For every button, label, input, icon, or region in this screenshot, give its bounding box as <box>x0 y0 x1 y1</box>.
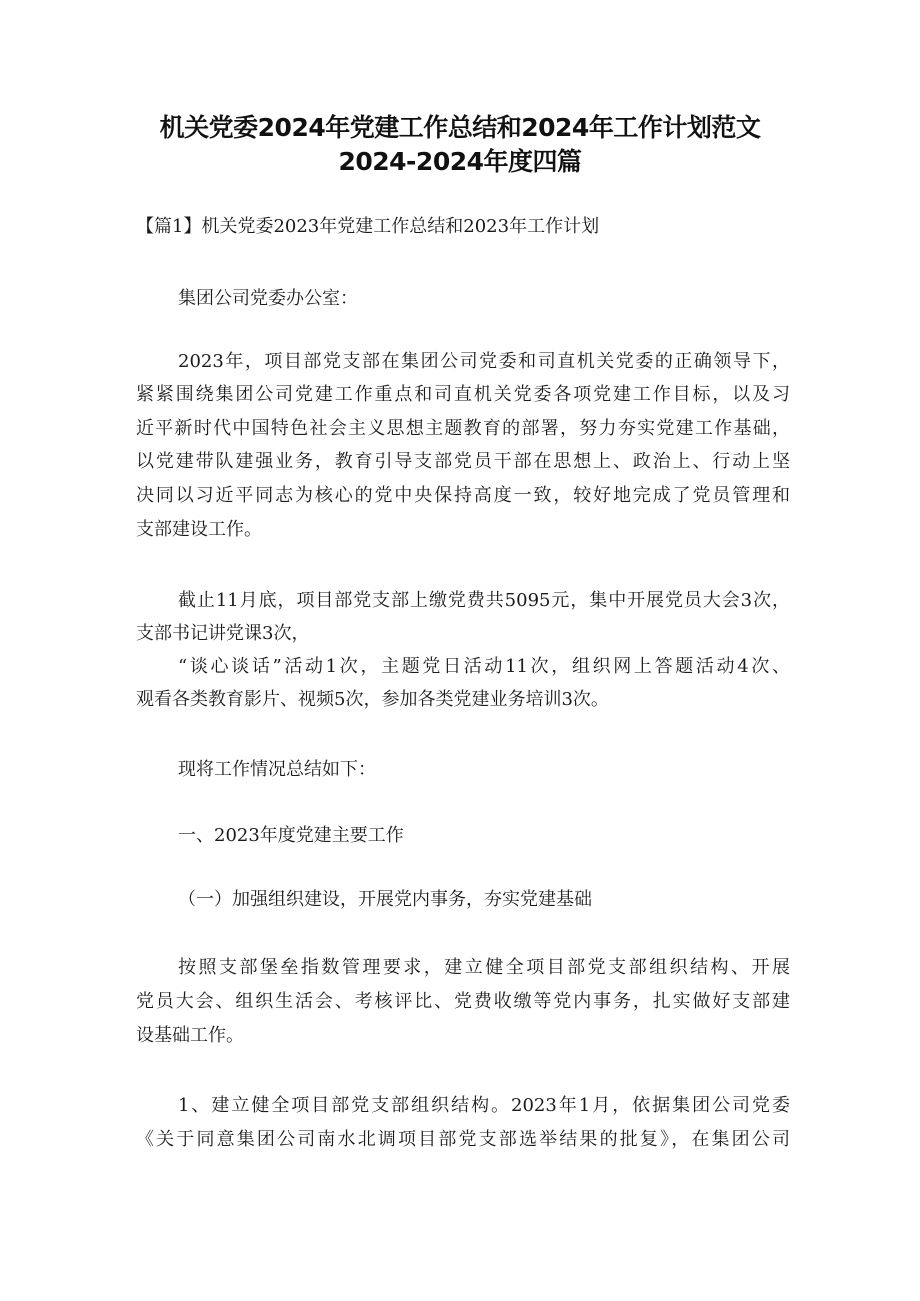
para4-line: 按照支部堡垒指数管理要求，建立健全项目部党支部组织结构、开展 <box>178 957 790 978</box>
para1-line: 决同以习近平同志为核心的党中央保持高度一致，较好地完成了党员管理和 <box>136 485 790 506</box>
para5-line: 《关于同意集团公司南水北调项目部党支部选举结果的批复》，在集团公司 <box>136 1129 790 1150</box>
para1-line: 紧紧围绕集团公司党建工作重点和司直机关党委各项党建工作目标，以及习 <box>136 384 790 405</box>
para1-line: 近平新时代中国特色社会主义思想主题教育的部署，努力夯实党建工作基础， <box>136 418 790 439</box>
para2-line: 观看各类教育影片、视频5次，参加各类党建业务培训3次。 <box>136 689 609 710</box>
section-heading: 【篇1】机关党委2023年党建工作总结和2023年工作计划 <box>136 216 600 237</box>
para1-line: 支部建设工作。 <box>136 519 262 540</box>
para5-line: 1、建立健全项目部党支部组织结构。2023年1月，依据集团公司党委 <box>178 1095 790 1116</box>
para1-line: 2023年，项目部党支部在集团公司党委和司直机关党委的正确领导下， <box>178 351 790 372</box>
para2-line: 支部书记讲党课3次， <box>136 623 310 644</box>
para3: 现将工作情况总结如下： <box>178 759 376 780</box>
para2-line: 截止11月底，项目部党支部上缴党费共5095元，集中开展党员大会3次， <box>178 590 790 611</box>
heading-level2: （一）加强组织建设，开展党内事务，夯实党建基础 <box>178 889 592 910</box>
para2-line: “谈心谈话”活动1次，主题党日活动11次，组织网上答题活动4次、 <box>178 656 790 677</box>
para4-line: 党员大会、组织生活会、考核评比、党费收缴等党内事务，扎实做好支部建 <box>136 991 790 1012</box>
para1-line: 以党建带队建强业务，教育引导支部党员干部在思想上、政治上、行动上坚 <box>136 451 790 472</box>
heading-level1: 一、2023年度党建主要工作 <box>178 825 404 846</box>
document-title-line2: 2024-2024年度四篇 <box>338 147 582 176</box>
para4-line: 设基础工作。 <box>136 1025 244 1046</box>
salutation: 集团公司党委办公室： <box>178 288 358 309</box>
document-title-line1: 机关党委2024年党建工作总结和2024年工作计划范文 <box>159 113 761 142</box>
